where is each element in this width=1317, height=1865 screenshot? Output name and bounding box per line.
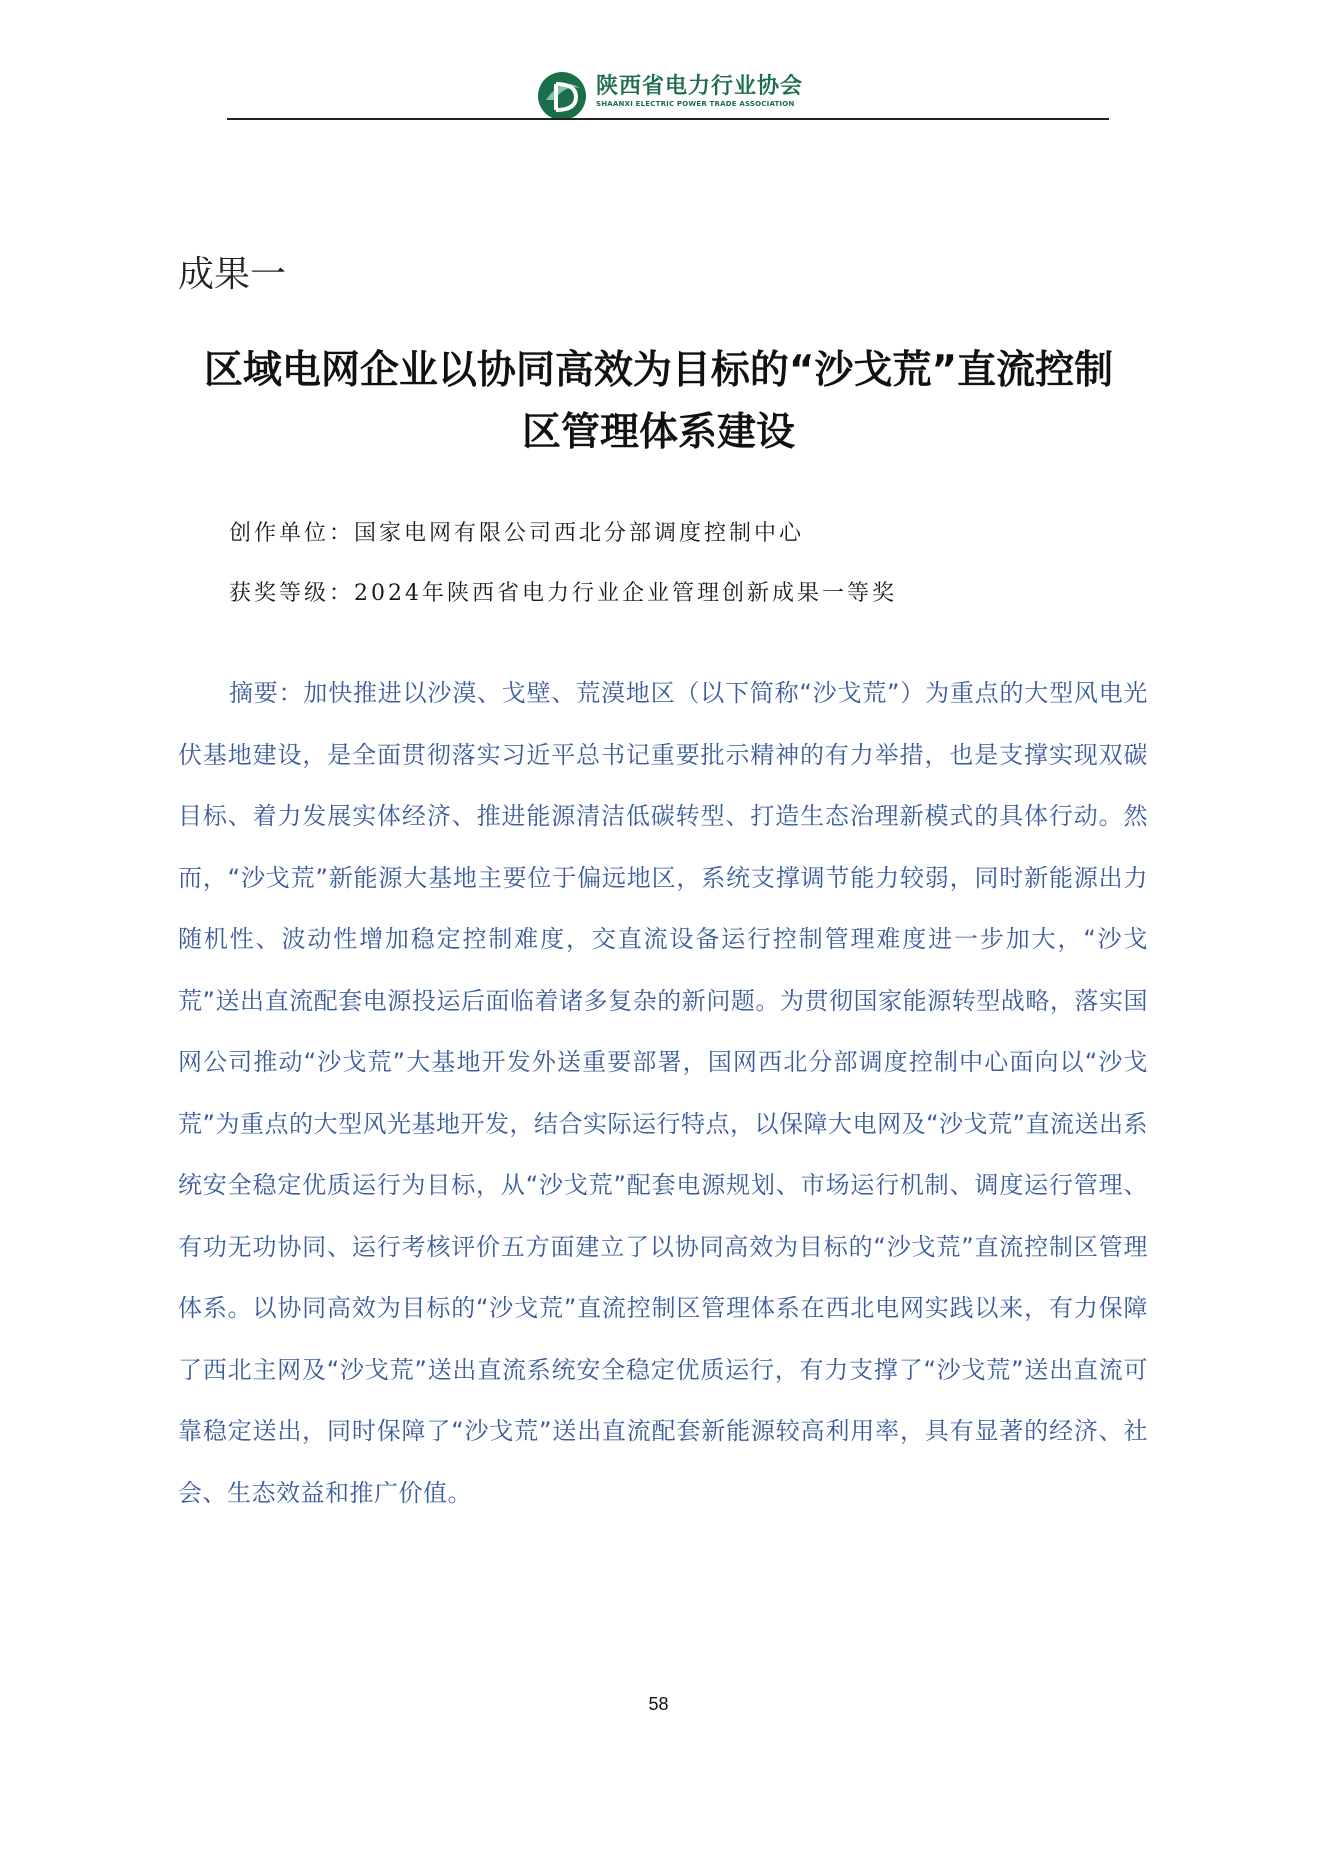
title-line: 区域电网企业以协同高效为目标的“沙戈荒”直流控制 xyxy=(203,348,1114,393)
page-header xyxy=(0,60,1317,120)
title-line: 区管理体系建设 xyxy=(521,410,795,455)
association-logo-icon xyxy=(536,70,588,122)
header-divider xyxy=(227,118,1109,120)
document-title xyxy=(150,340,1167,464)
association-name-cn: 陕西省电力行业协会 xyxy=(596,74,804,99)
creator-unit: 创作单位：国家电网有限公司西北分部调度控制中心 xyxy=(229,521,805,546)
page-number: 58 xyxy=(648,1694,669,1714)
association-name-en: SHAANXI ELECTRIC POWER TRADE ASSOCIATION xyxy=(596,100,795,108)
section-label: 成果一 xyxy=(178,254,287,295)
association-brand xyxy=(596,74,803,109)
award-level: 获奖等级：2024年陕西省电力行业企业管理创新成果一等奖 xyxy=(229,581,897,606)
abstract-paragraph: 摘要：加快推进以沙漠、戈壁、荒漠地区（以下简称“沙戈荒”）为重点的大型风电光伏基地建设，是全面贯彻落实习近平总书记重要批示精神的有力举措，也是支撑实现双碳目标、着力发展实体经济、推进能源清洁低碳转型、打造生态治理新模式的具体行动。然而，“沙戈荒”新能源大基地主要位于偏远地区，系统支撑调节能力较弱，同时新能源出力随机性、波动性增加稳定控制难度，交直流设备运行控制管理难度进一步加大，“沙戈荒”送出直流配套电源投运后面临着诸多复杂的新问题。为贯彻国家能源转型战略，落实国网公司推动“沙戈荒”大基地开发外送重要部署，国网西北分部调度控制中心面向以“沙戈荒”为重点的大型风光基地开发，结合实际运行特点，以保障大电网及“沙戈荒”直流送出系统安全稳定优质运行为目标，从“沙戈荒”配套电源规划、市场运行机制、调度运行管理、有功无功协同、运行考核评价五方面建立了以协同高效为目标的“沙戈荒”直流控制区管理体系。以协同高效为目标的“沙戈荒”直流控制区管理体系在西北电网实践以来，有力保障了西北主网及“沙戈荒”送出直流系统安全稳定优质运行，有力支撑了“沙戈荒”送出直流可靠稳定送出，同时保障了“沙戈荒”送出直流配套新能源较高利用率，具有显著的经济、社会、生态效益和推广价值。 xyxy=(178,679,1148,1507)
